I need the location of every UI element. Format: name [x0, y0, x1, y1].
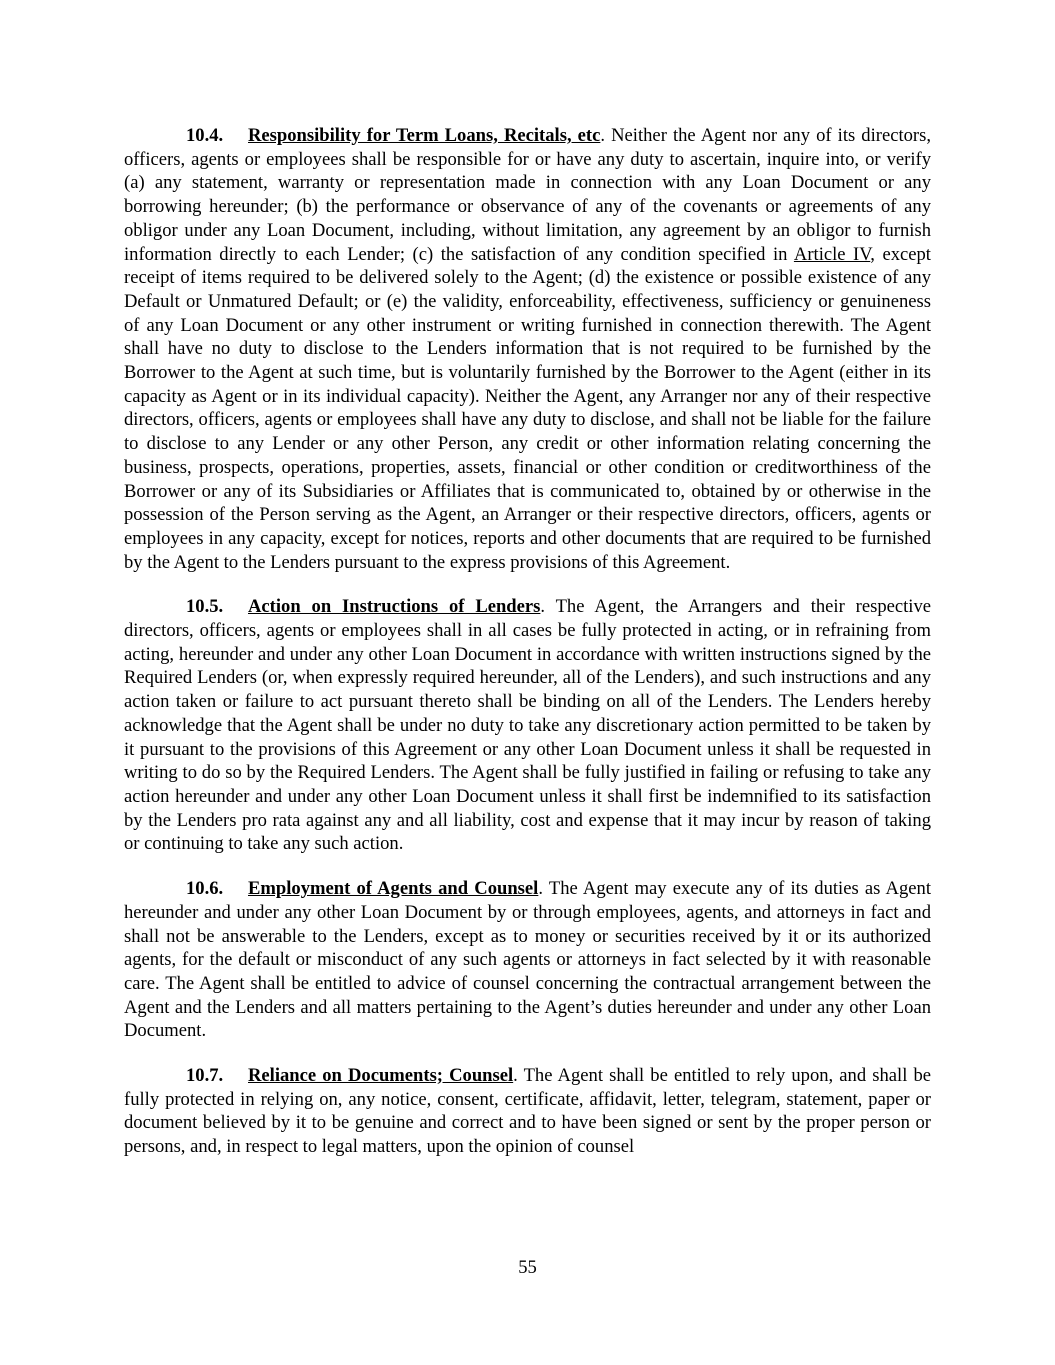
- section-10-4: [124, 124, 931, 574]
- section-number: 10.4.: [186, 125, 224, 146]
- section-body: . The Agent shall be entitled to rely upon, and shall be fully protected in relying on, any notice, consent, certificate, affidavit, letter, telegram, statement, paper or document believed by it to be genuine and correct and to have been signed or sent by the proper person or persons, and, in respect to legal matters, upon the opinion of counsel: [124, 1065, 931, 1158]
- section-body: . The Agent may execute any of its duties as Agent hereunder and under any other Loan Document by or through employees, agents, and attorneys in fact and shall not be answerable to the Lenders, except as to money or securities received by it or its authorized agents, for the default or misconduct of any such agents or attorneys in fact selected by it with reasonable care. The Agent shall be entitled to advice of counsel concerning the contractual arrangement between the Agent and the Lenders and all matters pertaining to the Agent’s duties hereunder and under any other Loan Document.: [124, 878, 931, 1042]
- page-number: 55: [518, 1257, 537, 1278]
- section-number: 10.6.: [186, 878, 224, 900]
- section-heading: Employment of Agents and Counsel: [248, 878, 539, 900]
- section-10-6: [124, 877, 931, 1043]
- section-number: 10.5.: [186, 596, 224, 618]
- section-10-5: [124, 595, 931, 856]
- article-iv-reference: Article IV: [793, 243, 871, 265]
- section-number: 10.7.: [186, 1065, 224, 1087]
- section-heading: Reliance on Documents; Counsel: [248, 1065, 514, 1087]
- section-body: . The Agent, the Arrangers and their respective directors, officers, agents or employees shall in all cases be fully protected in acting, or in refraining from acting, hereunder and under any other Loan Document in accordance with written instructions signed by the Required Lenders (or, when expressly required hereunder, all of the Lenders), and such instructions and any action taken or failure to act pursuant thereto shall be binding on all of the Lenders. The Lenders hereby acknowledge that the Agent shall be under no duty to take any discretionary action permitted to be taken by it pursuant to the provisions of this Agreement or any other Loan Document unless it shall be requested in writing to do so by the Required Lenders. The Agent shall be fully justified in failing or refusing to take any action hereunder and under any other Loan Document unless it shall first be indemnified to its satisfaction by the Lenders pro rata against any and all liability, cost and expense that it may incur by reason of taking or continuing to take any such action.: [124, 596, 932, 855]
- section-body: . Neither the Agent nor any of its directors, officers, agents or employees shall be responsible for or have any duty to ascertain, inquire into, or verify (a) any statement, warranty or representation made in connection with any Loan Document or any borrowing hereunder; (b) the performance or observance of any of the covenants or agreements of any obligor under any Loan Document, including, without limitation, any agreement by an obligor to furnish information directly to each Lender; (c) the satisfaction of any condition specified in: [124, 125, 932, 265]
- section-heading: Responsibility for Term Loans, Recitals, etc: [248, 125, 601, 146]
- document-page: [124, 124, 931, 1180]
- section-10-7: [124, 1064, 931, 1159]
- section-heading: Action on Instructions of Lenders: [248, 596, 541, 618]
- section-body-continued: , except receipt of items required to be delivered solely to the Agent; (d) the existence or possible existence of any Default or Unmatured Default; or (e) the validity, enforceability, effectiveness, sufficiency or genuineness of any Loan Document or any other instrument or writing furnished in connection therewith. The Agent shall have no duty to disclose to the Lenders information that is not required to be furnished by the Borrower to the Agent at such time, but is voluntarily furnished by the Borrower to the Agent (either in its capacity as Agent or in its individual capacity). Neither the Agent, any Arranger nor any of their respective directors, officers, agents or employees shall have any duty to disclose, and shall not be liable for the failure to disclose to any Lender or any other Person, any credit or other information relating concerning the business, prospects, operations, properties, assets, financial or other condition or creditworthiness of the Borrower or any of its Subsidiaries or Affiliates that is communicated to, obtained by or otherwise in the possession of the Person serving as the Agent, an Arranger or their respective directors, officers, agents or employees in any capacity, except for notices, reports and other documents that are required to be furnished by the Agent to the Lenders pursuant to the express provisions of this Agreement.: [124, 243, 931, 573]
